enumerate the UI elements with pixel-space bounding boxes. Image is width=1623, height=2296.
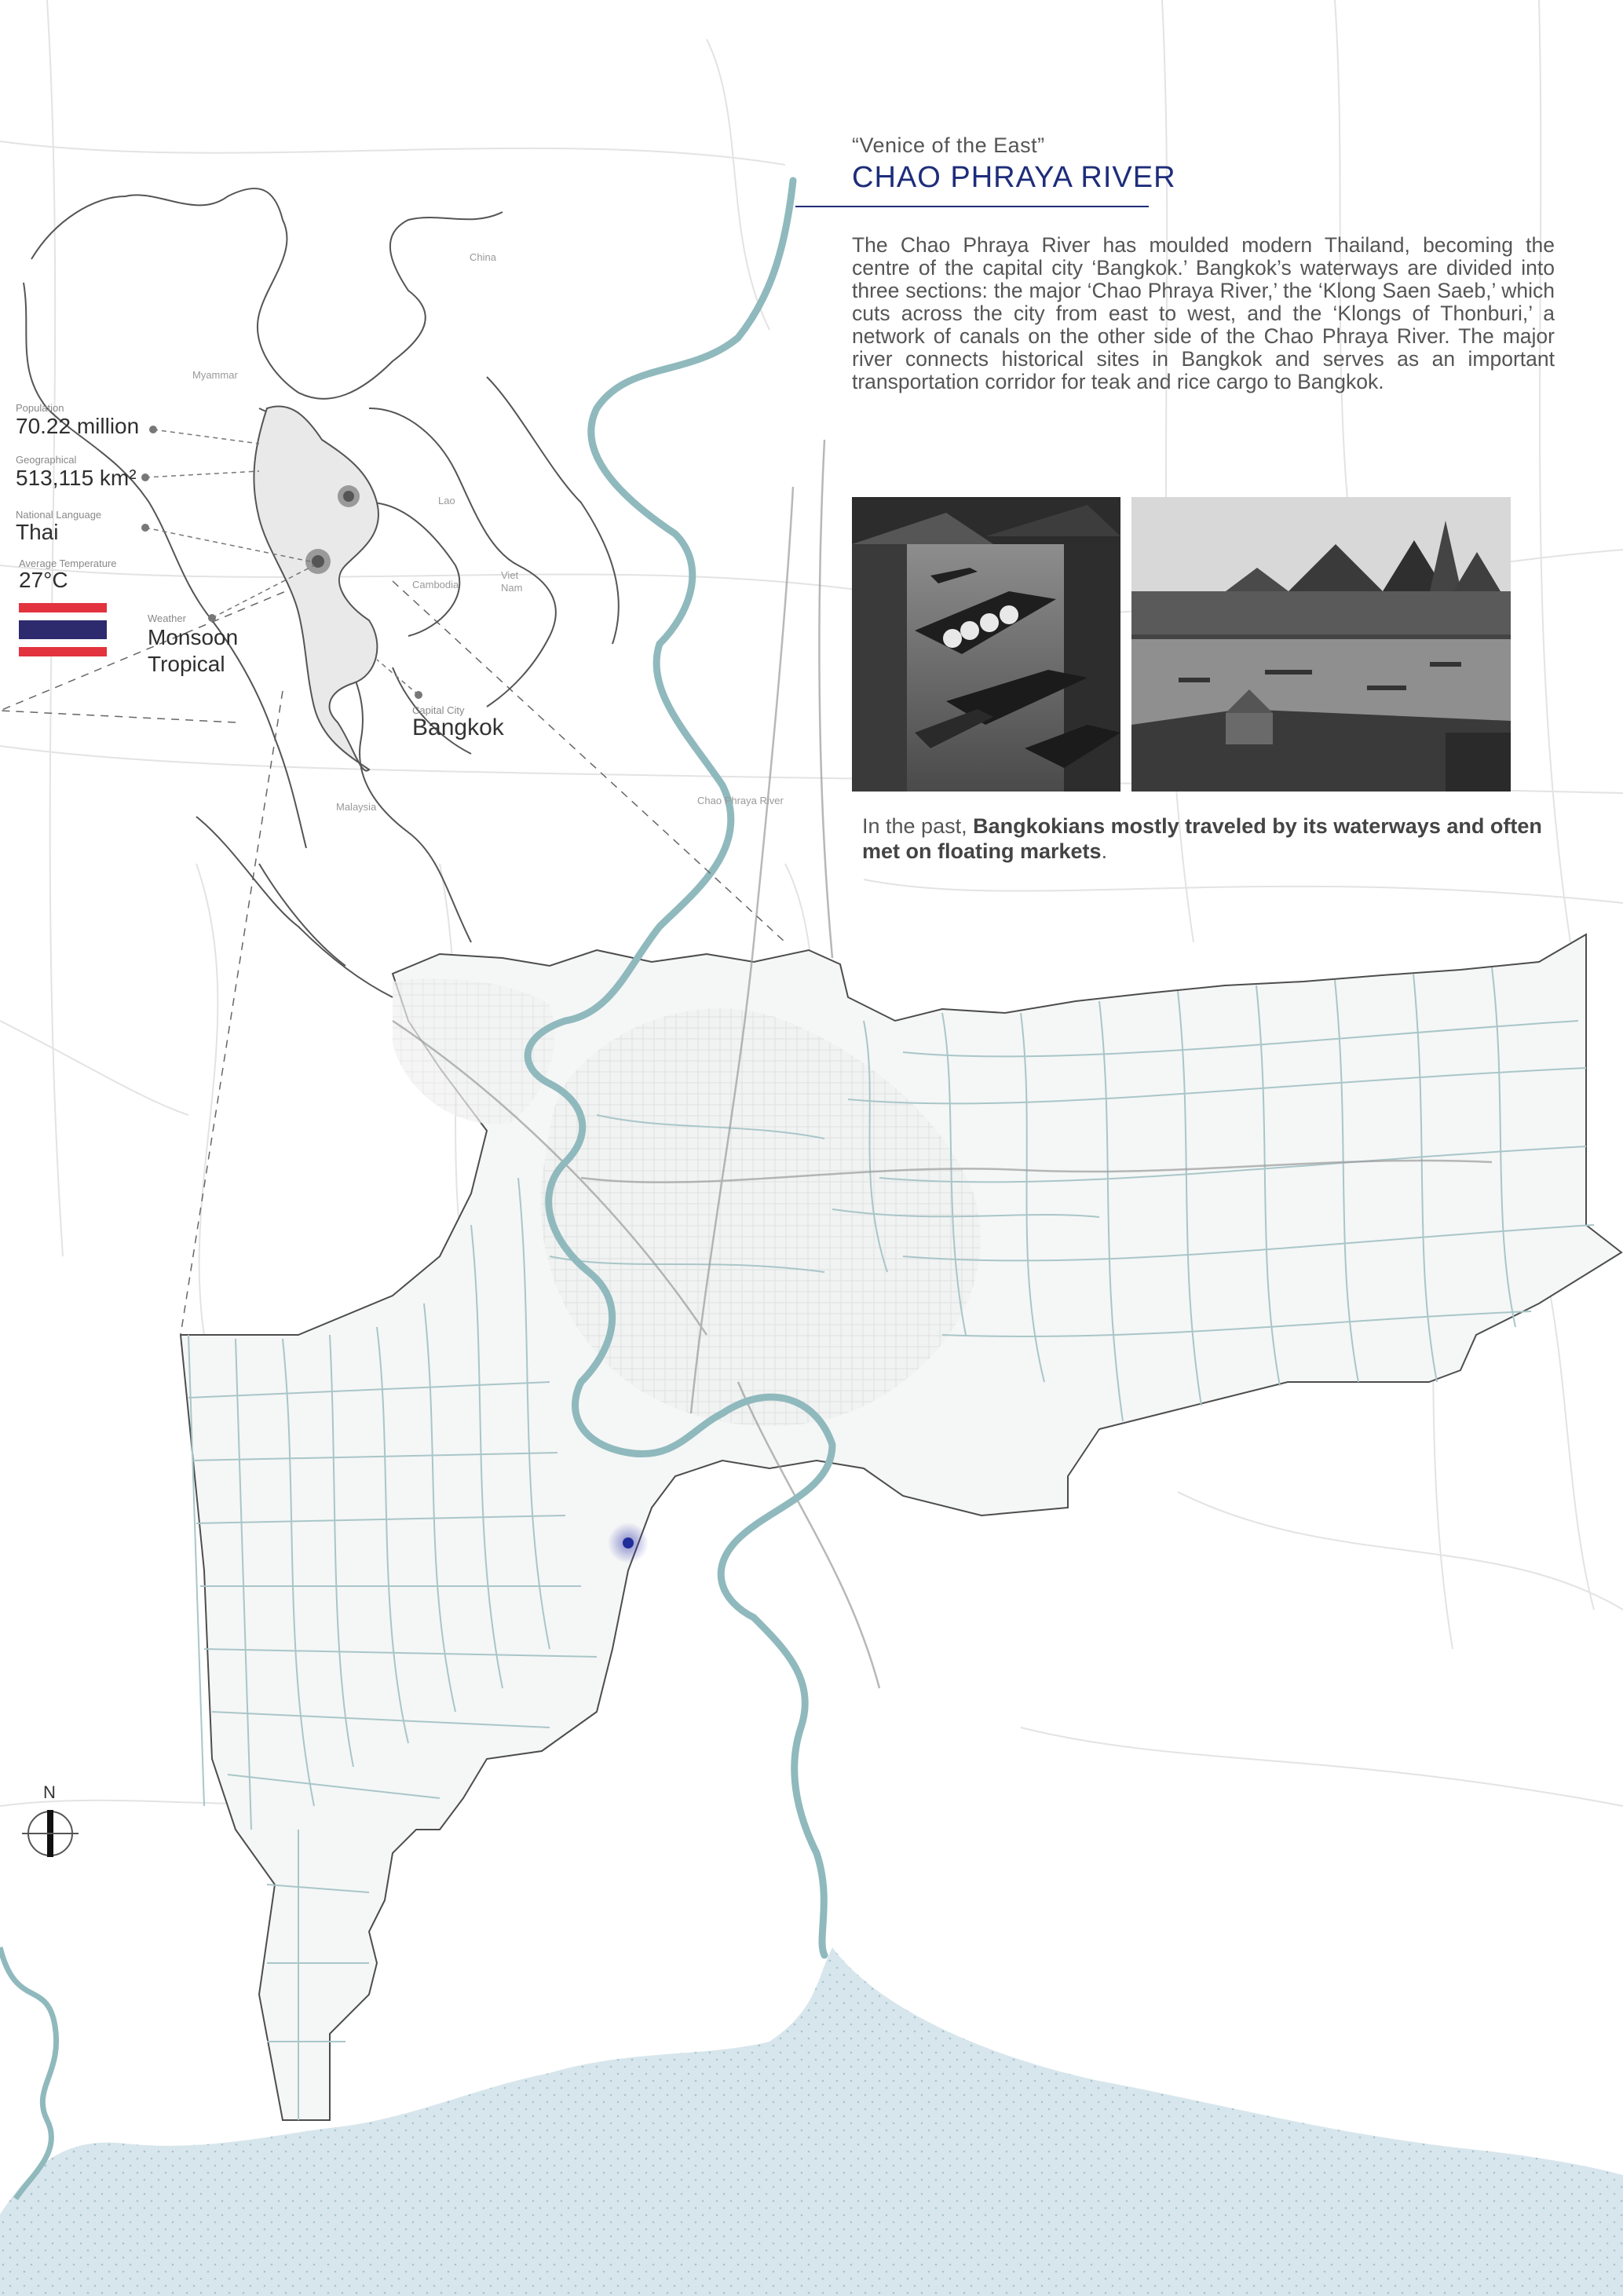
floating-market-photo bbox=[852, 497, 1120, 792]
north-arrow bbox=[22, 1810, 79, 1857]
north-letter: N bbox=[43, 1782, 56, 1802]
weather-label: Weather bbox=[148, 612, 186, 624]
caption-lead: In the past, bbox=[862, 814, 974, 838]
label-cambodia: Cambodia bbox=[412, 579, 459, 590]
caption-tail: . bbox=[1101, 839, 1108, 863]
riverside-temple-photo bbox=[1131, 497, 1511, 792]
geographical-value: 513,115 km² bbox=[16, 466, 137, 490]
capital-value: Bangkok bbox=[412, 715, 504, 740]
caption-bold: Bangkokians mostly traveled by its waterways and often met on floating markets bbox=[862, 814, 1542, 863]
thailand-outline bbox=[254, 406, 378, 770]
label-lao: Lao bbox=[438, 495, 455, 506]
label-malaysia: Malaysia bbox=[336, 801, 377, 813]
subtitle: “Venice of the East” bbox=[852, 133, 1045, 157]
label-myanmar: Myammar bbox=[192, 369, 238, 381]
weather-value: Monsoon Tropical bbox=[148, 625, 239, 676]
intro-paragraph: The Chao Phraya River has moulded modern Thailand, becoming the centre of the capital city ‘Bangkok.’ Bangkok’s waterways are divided into three sections: the major ‘Chao Phraya River,’ the ‘Klong Saen Saeb,’ which cuts across the city from east to west, and the ‘Klongs of Thonburi,’ a network of canals on the other side of the Chao Phraya River. The major river connects historical sites in Bangkok and serves as an important transportation corridor for teak and rice cargo to Bangkok. bbox=[852, 233, 1555, 393]
label-viet-nam: Viet Nam bbox=[501, 569, 523, 594]
sea-dot-texture bbox=[0, 1947, 1623, 2296]
population-value: 70.22 million bbox=[16, 414, 140, 438]
temperature-label: Average Temperature bbox=[19, 558, 117, 569]
temperature-value: 27°C bbox=[19, 568, 68, 592]
language-label: National Language bbox=[16, 509, 102, 521]
location-marker bbox=[623, 1537, 634, 1548]
geographical-label: Geographical bbox=[16, 454, 77, 466]
title-divider bbox=[795, 206, 1149, 207]
photo-caption bbox=[862, 813, 1553, 864]
label-chao-phraya-river: Chao Phraya River bbox=[697, 795, 784, 806]
thailand-flag bbox=[19, 603, 107, 656]
capital-label: Capital City bbox=[412, 704, 465, 716]
language-value: Thai bbox=[16, 520, 59, 544]
label-china: China bbox=[470, 251, 496, 263]
population-label: Population bbox=[16, 402, 64, 414]
page-title: CHAO PHRAYA RIVER bbox=[852, 161, 1176, 194]
